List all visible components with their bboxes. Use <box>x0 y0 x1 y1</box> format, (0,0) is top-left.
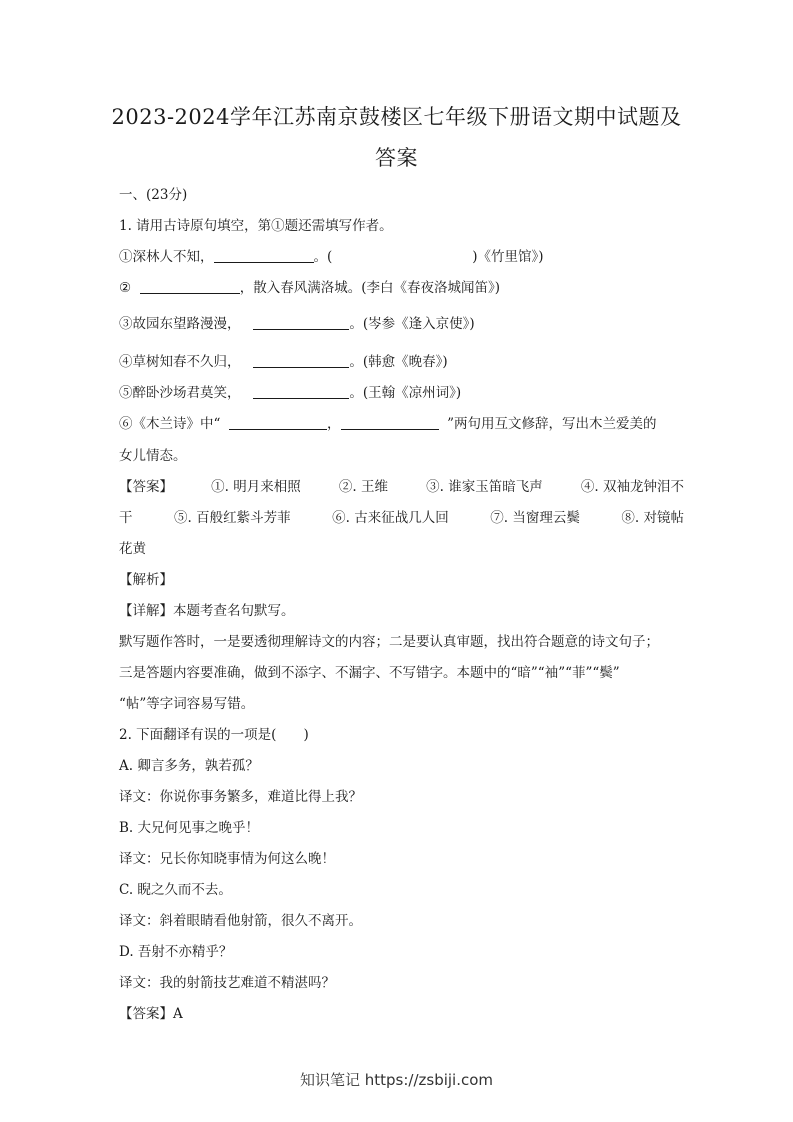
item-1-text-a: ①深林人不知， <box>119 249 214 265</box>
question-2-option-d-translation: 译文：我的射箭技艺难道不精湛吗？ <box>119 975 335 991</box>
section-heading: 一、(23分) <box>119 187 188 203</box>
question-1-prompt: 1. 请用古诗原句填空，第①题还需填写作者。 <box>119 218 393 234</box>
answer-1-item-7: ⑦. 当窗理云鬓 <box>490 510 580 526</box>
item-4-text-b: 。(韩愈《晚春》) <box>349 354 448 370</box>
question-2-option-b-translation: 译文：兄长你知晓事情为何这么晚！ <box>119 851 335 867</box>
question-1-item-6-continued: 女儿情态。 <box>119 448 187 464</box>
item-4-text-a: ④草树知春不久归， <box>119 354 241 370</box>
question-2-option-b: B. 大兄何见事之晚乎！ <box>119 820 260 836</box>
detail-line-3: 三是答题内容要准确，做到不添字、不漏字、不写错字。本题中的“暗”“袖”“菲”“鬓” <box>119 665 620 681</box>
item-1-text-b: 。( <box>313 249 333 265</box>
answer-1-item-3: ③. 谁家玉笛暗飞声 <box>426 479 543 495</box>
answer-1-item-8: ⑧. 对镜帖 <box>621 510 684 526</box>
item-1-text-c: )《竹里馆》) <box>472 249 544 265</box>
question-2-option-c-translation: 译文：斜着眼睛看他射箭，很久不离开。 <box>119 913 362 929</box>
item-2-text-a: ② <box>119 280 132 296</box>
question-2-prompt: 2. 下面翻译有误的一项是( ) <box>119 727 309 743</box>
fill-blank <box>341 415 439 430</box>
question-2-option-c: C. 睨之久而不去。 <box>119 882 232 898</box>
answer-label: 【答案】 <box>119 479 173 495</box>
answer-1-item-2: ②. 王维 <box>338 479 388 495</box>
item-3-text-b: 。(岑参《逢入京使》) <box>349 316 475 332</box>
question-1-item-3 <box>119 314 684 334</box>
question-1-item-6 <box>119 414 684 434</box>
fill-blank <box>214 248 314 263</box>
item-5-text-a: ⑤醉卧沙场君莫笑， <box>119 385 241 401</box>
item-2-text-b: ，散入春风满洛城。(李白《春夜洛城闻笛》) <box>239 280 500 296</box>
answer-1-row-2 <box>119 508 684 528</box>
document-title-line2: 答案 <box>375 146 418 170</box>
question-1-item-2 <box>119 278 684 298</box>
document-title-line1: 2023-2024学年江苏南京鼓楼区七年级下册语文期中试题及 <box>111 105 682 129</box>
analysis-label: 【解析】 <box>119 572 173 588</box>
question-1-item-1 <box>119 247 684 267</box>
answer-1-item-4: ④. 双袖龙钟泪不 <box>580 479 684 495</box>
item-3-text-a: ③故园东望路漫漫， <box>119 316 241 332</box>
answer-1-row-1 <box>119 477 684 497</box>
question-1-item-5 <box>119 383 684 403</box>
answer-1-item-6: ⑥. 古来征战几人回 <box>332 510 449 526</box>
question-1-item-4 <box>119 352 684 372</box>
question-2-option-d: D. 吾射不亦精乎？ <box>119 944 233 960</box>
fill-blank <box>253 353 349 368</box>
fill-blank <box>140 279 240 294</box>
answer-1-item-1: ①. 明月来相照 <box>211 479 301 495</box>
fill-blank <box>253 315 349 330</box>
item-6-text-c: ”两句用互文修辞，写出木兰爱美的 <box>447 416 657 432</box>
detail-line-1: 【详解】本题考查名句默写。 <box>119 603 295 619</box>
answer-1-item-5: ⑤. 百般红紫斗芳菲 <box>174 510 291 526</box>
footer-watermark: 知识笔记 https://zsbiji.com <box>299 1071 494 1089</box>
answer-1-item-4-continued: 干 <box>119 510 133 526</box>
answer-1-row-3: 花黄 <box>119 541 146 557</box>
question-2-option-a: A. 卿言多务，孰若孤？ <box>119 758 259 774</box>
item-5-text-b: 。(王翰《凉州词》) <box>349 385 462 401</box>
item-6-text-a: ⑥《木兰诗》中“ <box>119 416 221 432</box>
fill-blank <box>229 415 327 430</box>
question-2-answer: 【答案】A <box>119 1006 183 1022</box>
fill-blank <box>253 384 349 399</box>
detail-line-4: “帖”等字词容易写错。 <box>119 696 255 712</box>
detail-line-2: 默写题作答时，一是要透彻理解诗文的内容；二是要认真审题，找出符合题意的诗文句子； <box>119 634 659 650</box>
item-6-text-b: ， <box>327 416 341 432</box>
question-2-option-a-translation: 译文：你说你事务繁多，难道比得上我？ <box>119 789 362 805</box>
